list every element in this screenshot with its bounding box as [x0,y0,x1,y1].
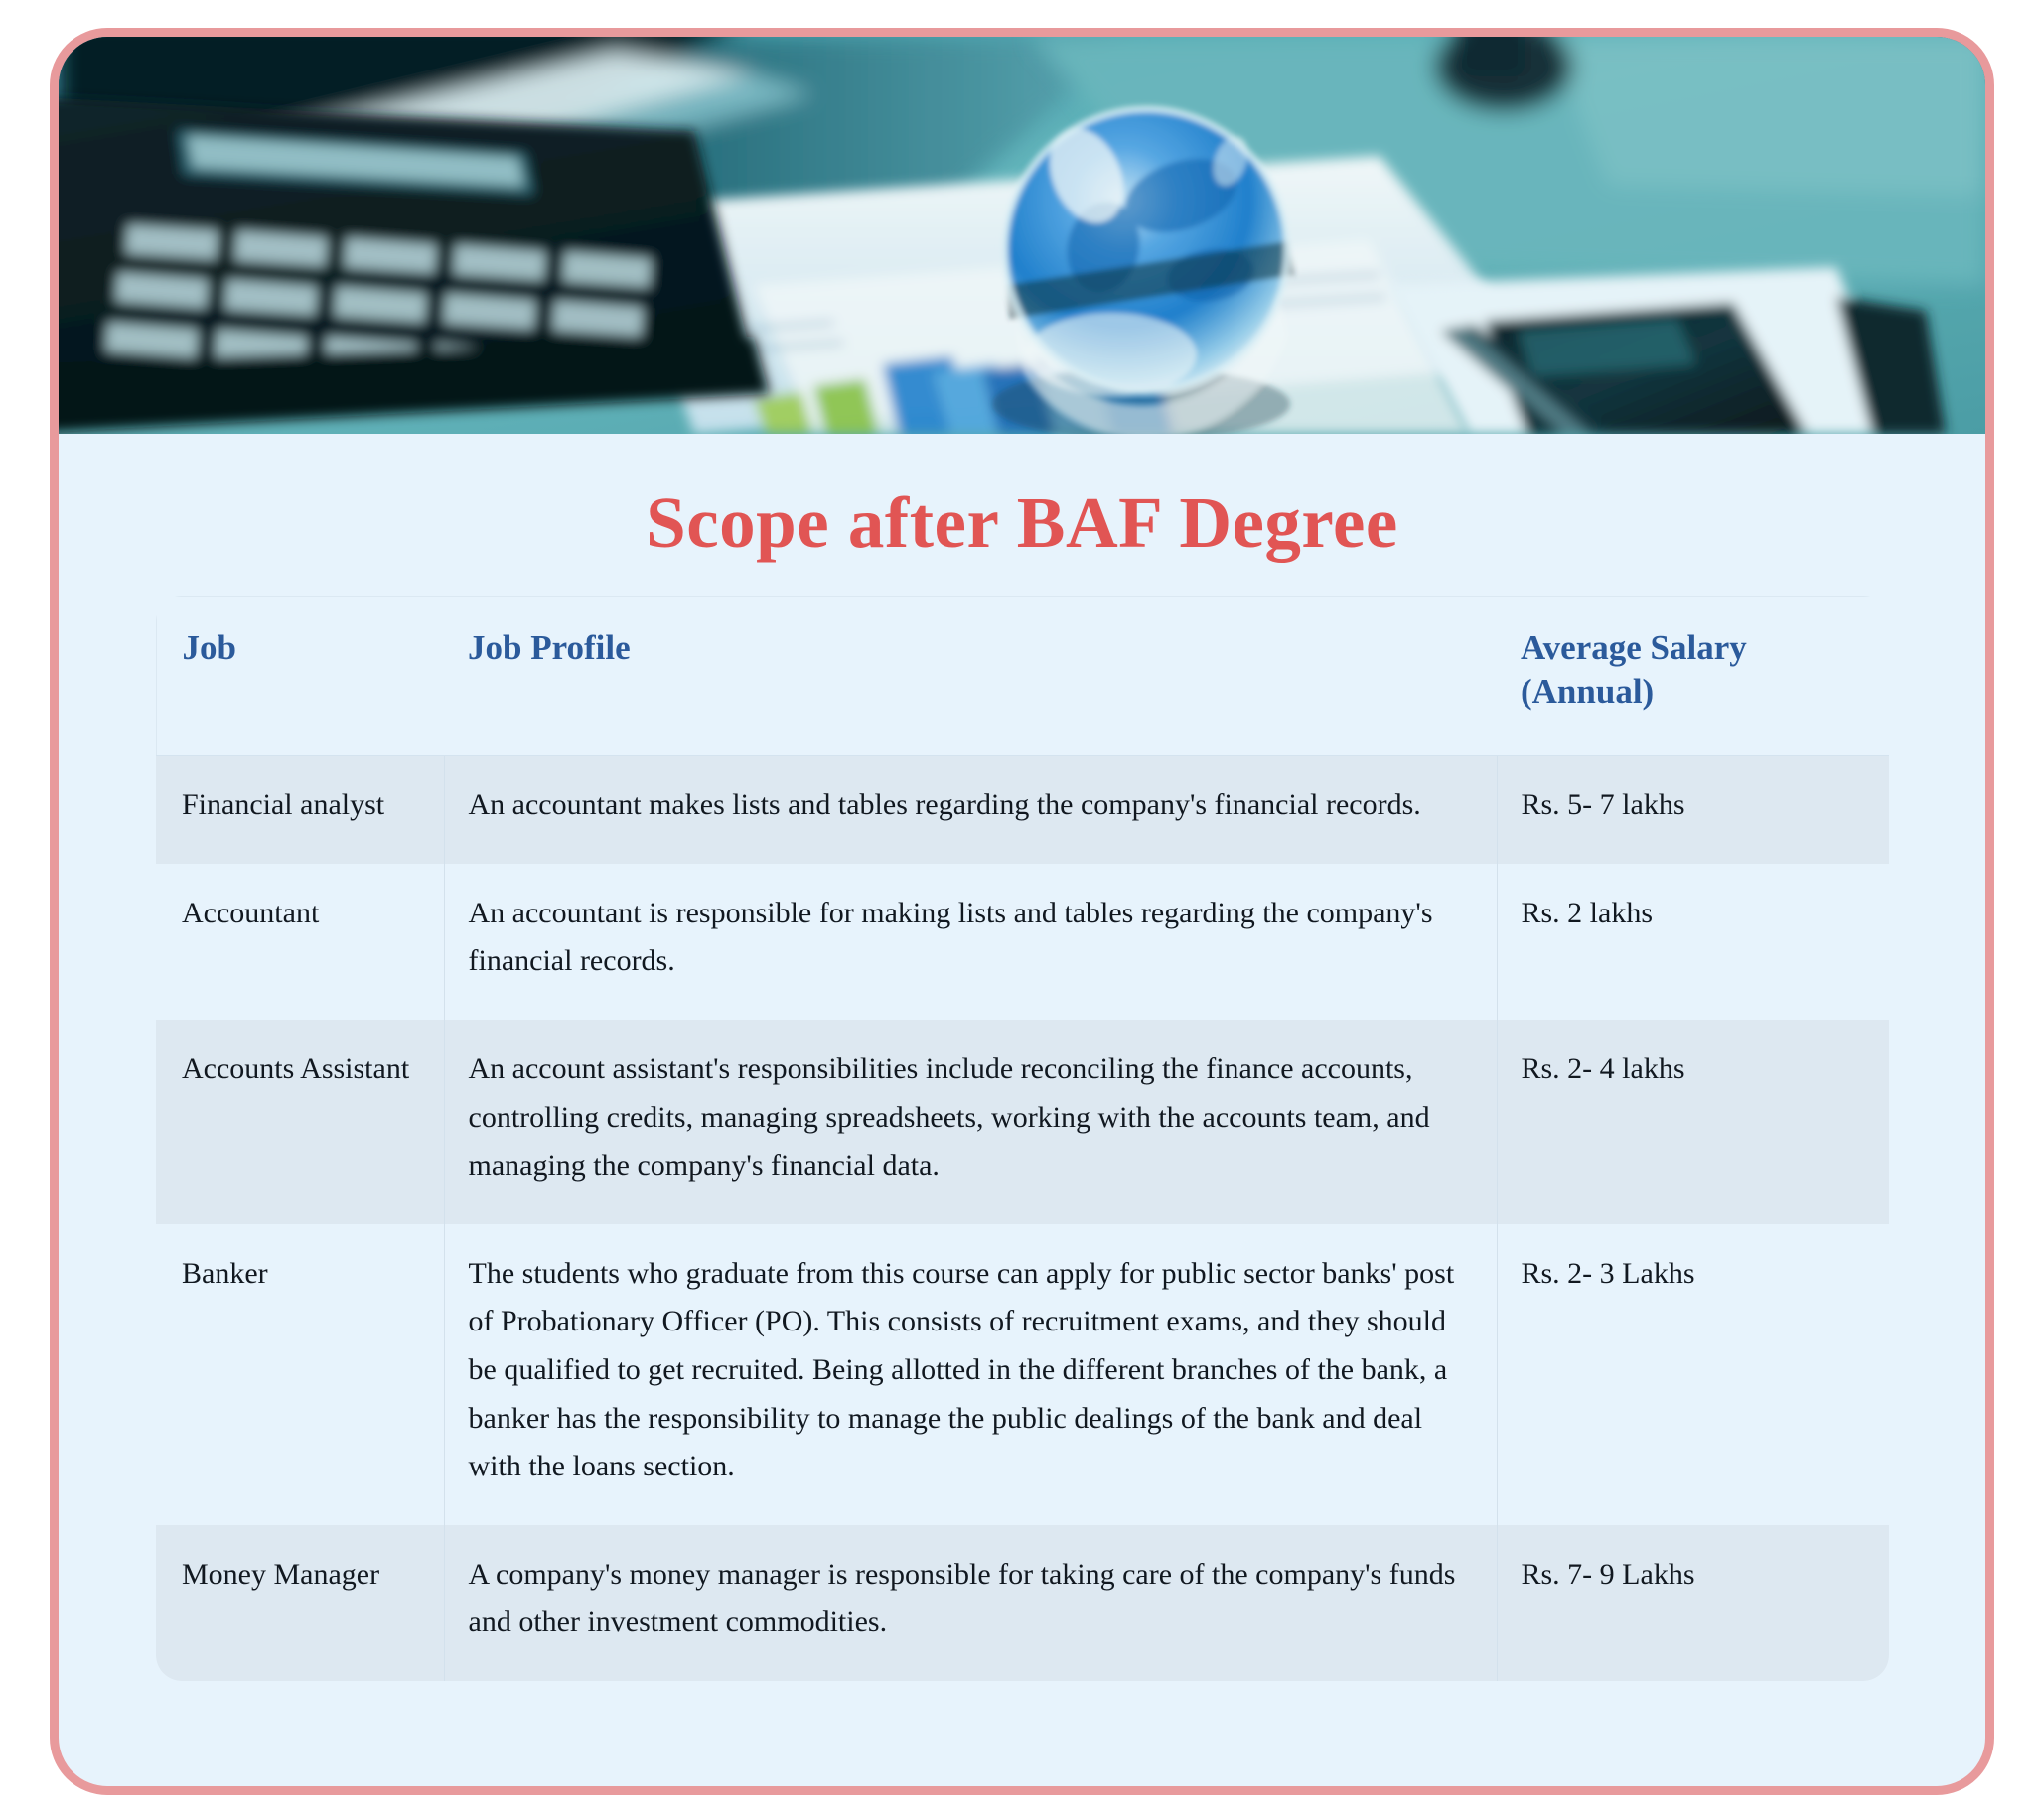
table-header [156,596,1889,756]
column-header-job: Job [156,596,444,756]
column-header-job-profile: Job Profile [444,596,1497,756]
column-header-average-salary-line1: Average Salary [1521,628,1747,667]
hero-image [59,37,1985,434]
cell-average-salary: Rs. 7- 9 Lakhs [1497,1525,1889,1681]
cell-average-salary: Rs. 5- 7 lakhs [1497,756,1889,864]
column-header-average-salary-line2: (Annual) [1521,672,1655,712]
hero-photo-illustration [59,37,1985,434]
cell-job-profile: An accountant makes lists and tables regarding the company's financial records. [444,756,1497,864]
table-row [156,756,1889,864]
table-row [156,1020,1889,1224]
cell-job: Accountant [156,864,444,1020]
page-title-container [59,434,1985,596]
cell-average-salary: Rs. 2 lakhs [1497,864,1889,1020]
scope-table-container [156,596,1889,1681]
info-card [50,28,1994,1795]
cell-job-profile: A company's money manager is responsible for taking care of the company's funds and other investment commodities. [444,1525,1497,1681]
table-row [156,1224,1889,1525]
table-body [156,756,1889,1681]
cell-job: Banker [156,1224,444,1525]
cell-average-salary: Rs. 2- 4 lakhs [1497,1020,1889,1224]
bottom-spacer [59,1681,1985,1760]
table-row [156,864,1889,1020]
table-row [156,1525,1889,1681]
cell-job: Money Manager [156,1525,444,1681]
scope-table [156,596,1889,1681]
table-header-row [156,596,1889,756]
cell-job-profile: An account assistant's responsibilities include reconciling the finance accounts, controlling credits, managing spreadsheets, working with the accounts team, and managing the company's financial data. [444,1020,1497,1224]
column-header-average-salary [1497,596,1889,756]
page-title: Scope after BAF Degree [646,483,1398,563]
cell-job-profile: An accountant is responsible for making lists and tables regarding the company's financial records. [444,864,1497,1020]
cell-job: Financial analyst [156,756,444,864]
cell-job-profile: The students who graduate from this course can apply for public sector banks' post of Probationary Officer (PO). This consists of recruitment exams, and they should be qualified to get recruited. Being allotted in the different branches of the bank, a banker has the responsibility to manage the public dealings of the bank and deal with the loans section. [444,1224,1497,1525]
cell-average-salary: Rs. 2- 3 Lakhs [1497,1224,1889,1525]
cell-job: Accounts Assistant [156,1020,444,1224]
